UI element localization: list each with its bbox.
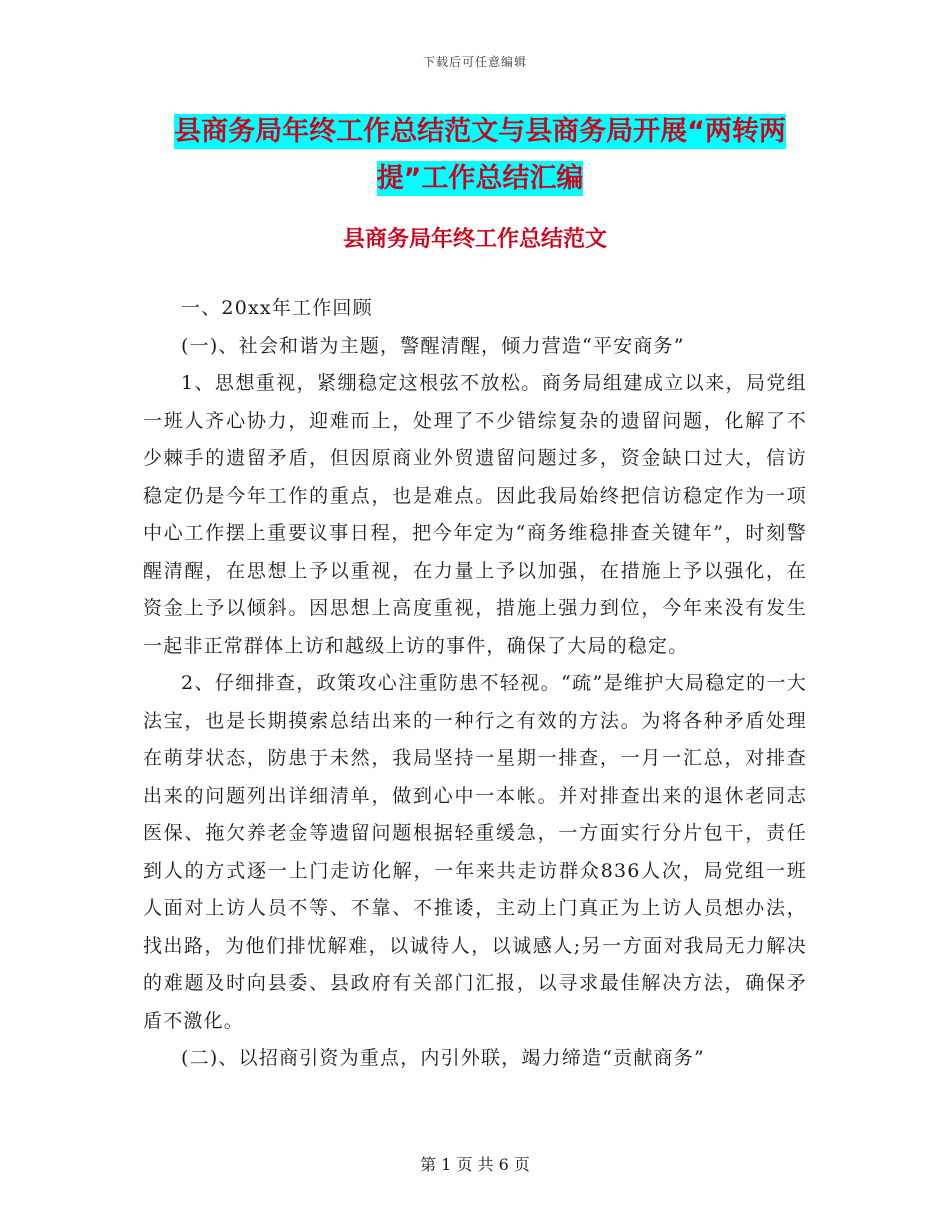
paragraph-2: 2、仔细排查，政策攻心注重防患不轻视。“疏”是维护大局稳定的一大法宝，也是长期摸索总结出来的一种行之有效的方法。为将各种矛盾处理在萌芽状态，防患于未然，我局坚持一星期一排查，一月一汇总，对排查出来的问题列出详细清单，做到心中一本帐。并对排查出来的退休老同志医保、拖欠养老金等遗留问题根据轻重缓急，一方面实行分片包干，责任到人的方式逐一上门走访化解，一年来共走访群众836人次，局党组一班人面对上访人员不等、不靠、不推诿，主动上门真正为上访人员想办法，找出路，为他们排忧解难，以诚待人，以诚感人;另一方面对我局无力解决的难题及时向县委、县政府有关部门汇报，以寻求最佳解决方法，确保矛盾不激化。 [143,672,807,1032]
paragraph-subheading-1: (一)、社会和谐为主题，警醒清醒，倾力营造“平安商务” [181,334,685,357]
main-title-line-1: 县商务局年终工作总结范文与县商务局开展“两转两 [174,116,786,147]
paragraph-1: 1、思想重视，紧绷稳定这根弦不放松。商务局组建成立以来，局党组一班人齐心协力，迎难而上，处理了不少错综复杂的遗留问题，化解了不少棘手的遗留矛盾，但因原商业外贸遗留问题过多，资金缺口过大，信访稳定仍是今年工作的重点，也是难点。因此我局始终把信访稳定作为一项中心工作摆上重要议事日程，把今年定为“商务维稳排查关键年”，时刻警醒清醒，在思想上予以重视，在力量上予以加强，在措施上予以强化，在资金上予以倾斜。因思想上高度重视，措施上强力到位，今年来没有发生一起非正常群体上访和越级上访的事件，确保了大局的稳定。 [143,372,807,657]
paragraph-heading-1: 一、20xx年工作回顾 [181,297,373,319]
main-title-line-2: 提”工作总结汇编 [376,163,584,194]
header-note: 下载后可任意编辑 [422,55,527,69]
page-footer: 第 1 页 共 6 页 [420,1155,530,1174]
main-title [140,108,820,202]
section-title: 县商务局年终工作总结范文 [342,227,607,252]
body-text [143,290,807,1078]
paragraph-subheading-2: (二)、以招商引资为重点，内引外联，竭力缔造“贡献商务” [181,1047,705,1069]
